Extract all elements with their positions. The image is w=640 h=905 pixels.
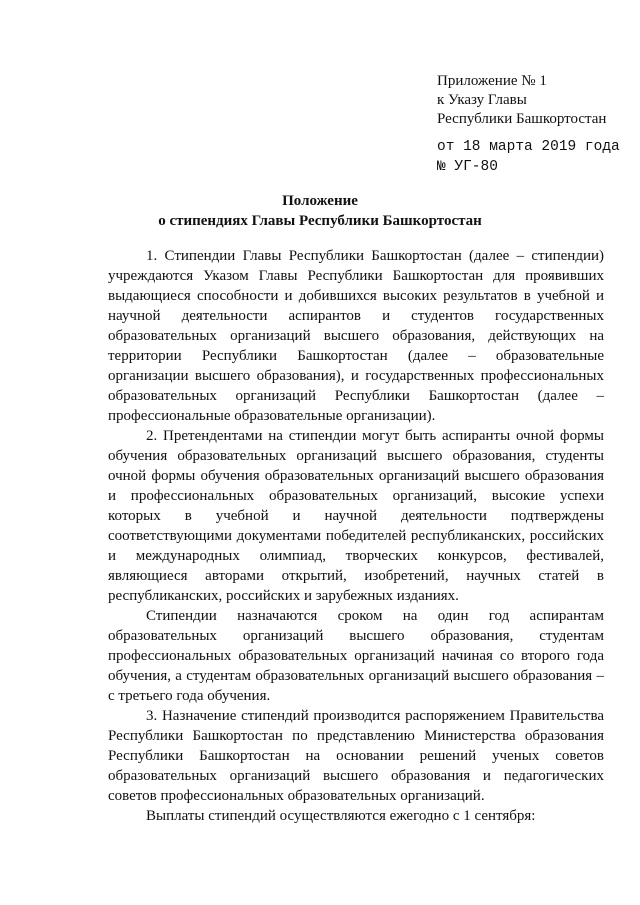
appendix-number-line: Приложение № 1 <box>437 73 547 89</box>
paragraph-5: Выплаты стипендий осуществляются ежегодно с 1 сентября: <box>146 808 536 824</box>
document-body <box>108 246 604 826</box>
decree-reference-line: к Указу Главы <box>437 92 527 108</box>
document-title <box>0 191 640 231</box>
title-line-regulation: Положение <box>282 193 358 209</box>
paragraph-4: 3. Назначение стипендий производится распоряжением Правительства Республики Башкортостан по представлению Министерства образования Республики Башкортостан на основании решений ученых советов образовательных организаций высшего образования и педагогических советов профессиональных образовательных организаций. <box>108 708 604 804</box>
paragraph-2: 2. Претендентами на стипендии могут быть аспиранты очной формы обучения образовательных организаций высшего образования, студенты очной формы обучения образовательных организаций высшего образования и профессиональных образовательных организаций, высокие успехи которых в учебной и научной деятельности подтверждены соответствующими документами победителей республиканских, российских и международных олимпиад, творческих конкурсов, фестивалей, являющиеся авторами открытий, изобретений, научных статей в республиканских, российских и зарубежных изданиях. <box>108 428 604 604</box>
paragraph-3: Стипендии назначаются сроком на один год аспирантам образовательных организаций высшего образования, студентам профессиональных образовательных организаций начиная со второго года обучения, а студентам образовательных организаций высшего образования – с третьего года обучения. <box>108 608 604 704</box>
paragraph-1: 1. Стипендии Главы Республики Башкортостан (далее – стипендии) учреждаются Указом Главы Республики Башкортостан для проявивших выдающиеся способности и добившихся высоких результатов в учебной и научной деятельности аспирантов и студентов государственных образовательных организаций высшего образования, действующих на территории Республики Башкортостан (далее – образовательные организации высшего образования), и государственных профессиональных образовательных организаций Республики Башкортостан (далее – профессиональные образовательные организации). <box>108 248 604 424</box>
republic-name-line: Республики Башкортостан <box>437 111 607 127</box>
appendix-header <box>437 72 627 177</box>
title-line-subject: о стипендиях Главы Республики Башкортостан <box>158 213 482 229</box>
decree-date-line: от 18 марта 2019 года <box>437 139 620 155</box>
decree-number-line: № УГ-80 <box>437 159 498 175</box>
